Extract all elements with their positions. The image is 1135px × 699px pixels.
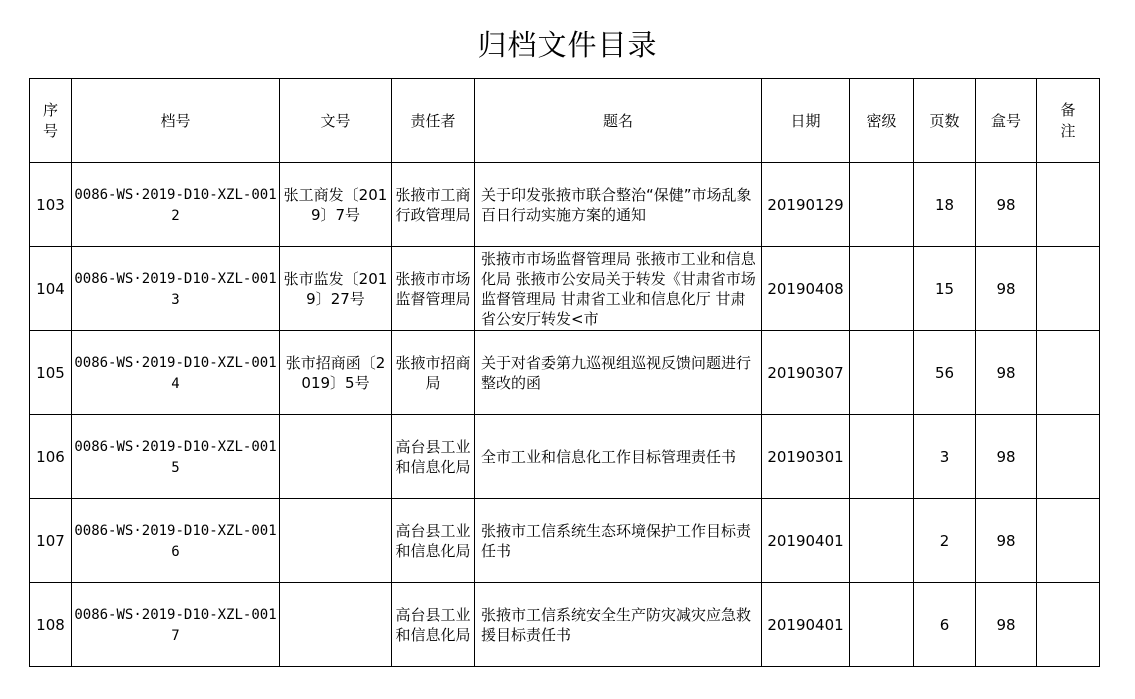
row-doc-no (280, 499, 392, 583)
row-date: 20190401 (762, 499, 850, 583)
row-box-no: 98 (976, 415, 1037, 499)
row-date: 20190401 (762, 583, 850, 667)
row-doc-no: 张市监发〔2019〕27号 (280, 247, 392, 331)
table-header-row (30, 79, 1100, 163)
archive-catalog-table (29, 78, 1100, 667)
row-remarks (1037, 499, 1100, 583)
row-subject: 全市工业和信息化工作目标管理责任书 (475, 415, 762, 499)
row-seq: 104 (30, 247, 72, 331)
table-row (30, 583, 1100, 667)
row-responsible: 高台县工业和信息化局 (392, 583, 475, 667)
row-box-no: 98 (976, 499, 1037, 583)
row-pages: 15 (914, 247, 976, 331)
table-row (30, 415, 1100, 499)
header-doc-no: 文号 (280, 79, 392, 163)
row-archive-no: 0086-WS·2019-D10-XZL-0014 (72, 331, 280, 415)
table-row (30, 499, 1100, 583)
header-remarks: 备注 (1037, 79, 1100, 163)
row-archive-no: 0086-WS·2019-D10-XZL-0012 (72, 163, 280, 247)
row-remarks (1037, 583, 1100, 667)
row-date: 20190307 (762, 331, 850, 415)
row-doc-no (280, 583, 392, 667)
row-subject: 张掖市工信系统生态环境保护工作目标责任书 (475, 499, 762, 583)
row-remarks (1037, 163, 1100, 247)
row-doc-no (280, 415, 392, 499)
row-pages: 3 (914, 415, 976, 499)
row-responsible: 高台县工业和信息化局 (392, 415, 475, 499)
row-remarks (1037, 415, 1100, 499)
row-box-no: 98 (976, 583, 1037, 667)
row-subject: 张掖市市场监督管理局 张掖市工业和信息化局 张掖市公安局关于转发《甘肃省市场监督管理局 甘肃省工业和信息化厅 甘肃省公安厅转发<市 (475, 247, 762, 331)
row-responsible: 高台县工业和信息化局 (392, 499, 475, 583)
row-responsible: 张掖市工商行政管理局 (392, 163, 475, 247)
row-box-no: 98 (976, 247, 1037, 331)
row-date: 20190301 (762, 415, 850, 499)
row-archive-no: 0086-WS·2019-D10-XZL-0017 (72, 583, 280, 667)
row-secret-level (850, 583, 914, 667)
row-archive-no: 0086-WS·2019-D10-XZL-0016 (72, 499, 280, 583)
table-body (30, 163, 1100, 667)
header-box-no: 盒号 (976, 79, 1037, 163)
row-doc-no: 张市招商函〔2019〕5号 (280, 331, 392, 415)
header-pages: 页数 (914, 79, 976, 163)
row-secret-level (850, 415, 914, 499)
row-responsible: 张掖市招商局 (392, 331, 475, 415)
row-date: 20190129 (762, 163, 850, 247)
table-row (30, 247, 1100, 331)
row-secret-level (850, 163, 914, 247)
row-subject: 关于印发张掖市联合整治“保健”市场乱象百日行动实施方案的通知 (475, 163, 762, 247)
row-seq: 108 (30, 583, 72, 667)
row-subject: 张掖市工信系统安全生产防灾减灾应急救援目标责任书 (475, 583, 762, 667)
row-subject: 关于对省委第九巡视组巡视反馈问题进行整改的函 (475, 331, 762, 415)
row-doc-no: 张工商发〔2019〕7号 (280, 163, 392, 247)
row-secret-level (850, 247, 914, 331)
row-box-no: 98 (976, 331, 1037, 415)
row-seq: 103 (30, 163, 72, 247)
page-title: 归档文件目录 (477, 28, 658, 62)
header-archive-no: 档号 (72, 79, 280, 163)
row-date: 20190408 (762, 247, 850, 331)
table-row (30, 163, 1100, 247)
row-seq: 106 (30, 415, 72, 499)
row-archive-no: 0086-WS·2019-D10-XZL-0013 (72, 247, 280, 331)
row-pages: 6 (914, 583, 976, 667)
row-pages: 56 (914, 331, 976, 415)
row-secret-level (850, 499, 914, 583)
row-secret-level (850, 331, 914, 415)
header-date: 日期 (762, 79, 850, 163)
row-archive-no: 0086-WS·2019-D10-XZL-0015 (72, 415, 280, 499)
row-seq: 105 (30, 331, 72, 415)
row-remarks (1037, 247, 1100, 331)
header-seq: 序号 (30, 79, 72, 163)
header-secret-level: 密级 (850, 79, 914, 163)
table-row (30, 331, 1100, 415)
row-seq: 107 (30, 499, 72, 583)
row-pages: 2 (914, 499, 976, 583)
row-responsible: 张掖市市场监督管理局 (392, 247, 475, 331)
row-box-no: 98 (976, 163, 1037, 247)
row-pages: 18 (914, 163, 976, 247)
header-subject: 题名 (475, 79, 762, 163)
header-responsible: 责任者 (392, 79, 475, 163)
row-remarks (1037, 331, 1100, 415)
